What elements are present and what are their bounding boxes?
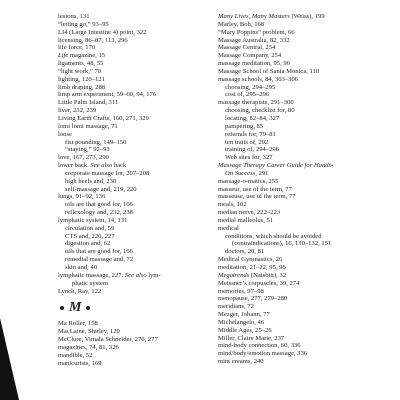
index-entry: Megatrends (Naisbitt), 32 xyxy=(218,271,287,279)
index-subentry: doctors, 20, 81 xyxy=(225,248,265,256)
index-entry: limb draping, 288 xyxy=(58,83,106,91)
index-subentry: oils are that good for, 166 xyxy=(65,201,133,209)
index-entry: life force, 170 xyxy=(58,44,96,52)
section-heading-m xyxy=(60,300,230,316)
index-entry: Mezger, Johann, 77 xyxy=(218,311,270,319)
index-entry: licensing, 86–87, 113, 296 xyxy=(58,36,128,44)
index-entry: Middle Ages, 25–26 xyxy=(218,326,272,334)
index-subentry: CTS and, 226, 227 xyxy=(65,232,115,240)
index-entry: Massage Therapy Career Guide for Hands- xyxy=(218,162,334,170)
index-subentry: choosing, checklist for, 80 xyxy=(225,107,295,115)
index-subentry: high heels and, 230 xyxy=(65,177,117,185)
index-subentry: conditions, which should be avoided xyxy=(225,232,322,240)
m-entries-list-left xyxy=(58,320,230,367)
index-entry: lighting, 120–121 xyxy=(58,75,105,83)
index-subentry: ten traits of, 292 xyxy=(225,138,269,146)
index-subentry: fist pounding, 149–150 xyxy=(65,138,127,146)
index-subentry: Web sites for, 327 xyxy=(225,154,273,162)
index-entry: Massage Company, 254 xyxy=(218,52,282,60)
index-subentry: digestion and, 62 xyxy=(65,240,111,248)
index-entry: lungs, 91–92, 136 xyxy=(58,193,106,201)
index-entry: Meissner’s corpuscles, 39, 274 xyxy=(218,279,300,287)
index-subentry: self-massage and, 219, 220 xyxy=(65,185,137,193)
index-entry: mind-body connection, 60, 336 xyxy=(218,342,301,350)
index-subentry: skin and, 40 xyxy=(65,264,98,271)
index-entry: “Mary Poppins” problem, 66 xyxy=(218,28,295,36)
index-subentry: training of, 294–296 xyxy=(225,146,280,154)
index-entry: love, 167, 273, 290 xyxy=(58,154,109,162)
index-entry: medical xyxy=(218,224,239,232)
l-entries-list xyxy=(58,13,230,295)
index-entry: Little Palm Island, 311 xyxy=(58,99,119,107)
index-entry: Living Earth Crafts, 160, 271, 329 xyxy=(58,114,149,122)
index-entry: lesions, 131 xyxy=(58,13,90,20)
index-entry: Medical Gymnastics, 26 xyxy=(218,256,283,264)
index-entry: ligaments, 48, 55 xyxy=(58,60,104,68)
index-entry: lower back. See also back xyxy=(58,162,127,170)
bullet-dot-left xyxy=(60,306,64,310)
index-entry: Ma Roller, 158 xyxy=(58,320,98,328)
index-column-right xyxy=(218,13,396,366)
index-subentry: On Success, 291 xyxy=(225,169,269,177)
index-entry: Marley, Bob, 168 xyxy=(218,20,265,28)
index-subentry: referrals for, 79–81 xyxy=(225,130,276,138)
index-entry: Massage Central, 254 xyxy=(218,44,276,52)
index-entry: menopause, 277, 279–280 xyxy=(218,295,288,303)
index-entry: liver, 232, 239 xyxy=(58,107,97,115)
index-subentry: reflexology and, 232, 238 xyxy=(65,209,133,217)
index-entry: “light work,” 70 xyxy=(58,67,102,75)
index-entry: meridians, 72 xyxy=(218,303,254,311)
index-entry: Miller, Claire Marie, 237 xyxy=(218,334,285,342)
index-entry: memories, 97–98 xyxy=(218,287,264,295)
index-entry: medial malleolus, 51 xyxy=(218,216,274,224)
index-subentry: oils that are good for, 166 xyxy=(65,248,133,256)
index-entry: masseur, use of the term, 77 xyxy=(218,185,292,193)
index-entry: McClure, Vimala Schneider, 276, 277 xyxy=(58,336,158,344)
index-entry: median nerve, 222–223 xyxy=(218,209,281,217)
section-letter: M xyxy=(69,300,82,316)
index-entry: limp arm experiment, 59–60, 94, 176 xyxy=(58,91,157,99)
index-entry: “letting go,” 93–95 xyxy=(58,20,109,28)
index-entry: LI4 (Large Intestine 4) point, 322 xyxy=(58,28,147,36)
index-subentry: locating, 82–84, 327 xyxy=(225,114,280,122)
index-entry: masseuse, use of the term, 77 xyxy=(218,193,296,201)
index-entry: meals, 102 xyxy=(218,201,247,209)
index-subentry: pampering, 85 xyxy=(225,122,264,130)
index-subentry: phatic system xyxy=(72,279,109,287)
index-entry: mint creams, 240 xyxy=(218,358,264,366)
index-entry: massage-o-matics, 255 xyxy=(218,177,279,185)
index-entry: lomi lomi massage, 71 xyxy=(58,122,118,130)
bullet-dot-right xyxy=(86,306,90,310)
index-subentry: circulation and, 59 xyxy=(65,224,115,232)
index-entry: Massage Australia, 82, 332 xyxy=(218,36,290,44)
index-subentry: “staying,” 92–93 xyxy=(65,146,110,154)
index-entry: manicurists, 169 xyxy=(58,359,102,367)
index-entry: meditation, 21–22, 95, 96 xyxy=(218,264,286,271)
index-entry: massage schools, 84, 303–306 xyxy=(218,75,299,83)
index-entry: mandible, 52 xyxy=(58,351,93,359)
index-entry: massage therapists, 291–300 xyxy=(218,99,294,107)
index-subentry: choosing, 294–295 xyxy=(225,83,276,91)
m-entries-list-right xyxy=(218,13,396,366)
index-entry: lymphatic system, 14, 131 xyxy=(58,216,128,224)
index-entry: magazines, 74, 81, 326 xyxy=(58,343,119,351)
index-entry: Life magazine, 15 xyxy=(58,52,106,60)
index-entry: mind/body/emotion massage, 336 xyxy=(218,350,308,358)
index-column-left xyxy=(58,13,230,367)
index-entry: Massage School of Santa Monica, 110 xyxy=(218,67,320,75)
index-subentry: cost of, 295–296 xyxy=(225,91,270,99)
index-subentry: remedial massage and, 72 xyxy=(65,256,134,264)
index-entry: lymphatic massage, 227. See also lym- xyxy=(58,271,161,279)
index-subentry: (contraindications), 16, 130–132, 151 xyxy=(232,240,332,248)
index-entry: MacLaine, Shirley, 120 xyxy=(58,328,120,336)
index-entry: massage meditation, 95, 96 xyxy=(218,60,290,68)
index-entry: Many Lives, Many Masters (Weiss), 199 xyxy=(218,13,325,20)
index-entry: Lynch, Ray, 122 xyxy=(58,287,102,295)
index-subentry: corporate massage for, 207–208 xyxy=(65,169,150,177)
index-entry: Michelangelo, 46 xyxy=(218,318,265,326)
index-entry: loose xyxy=(58,130,72,138)
